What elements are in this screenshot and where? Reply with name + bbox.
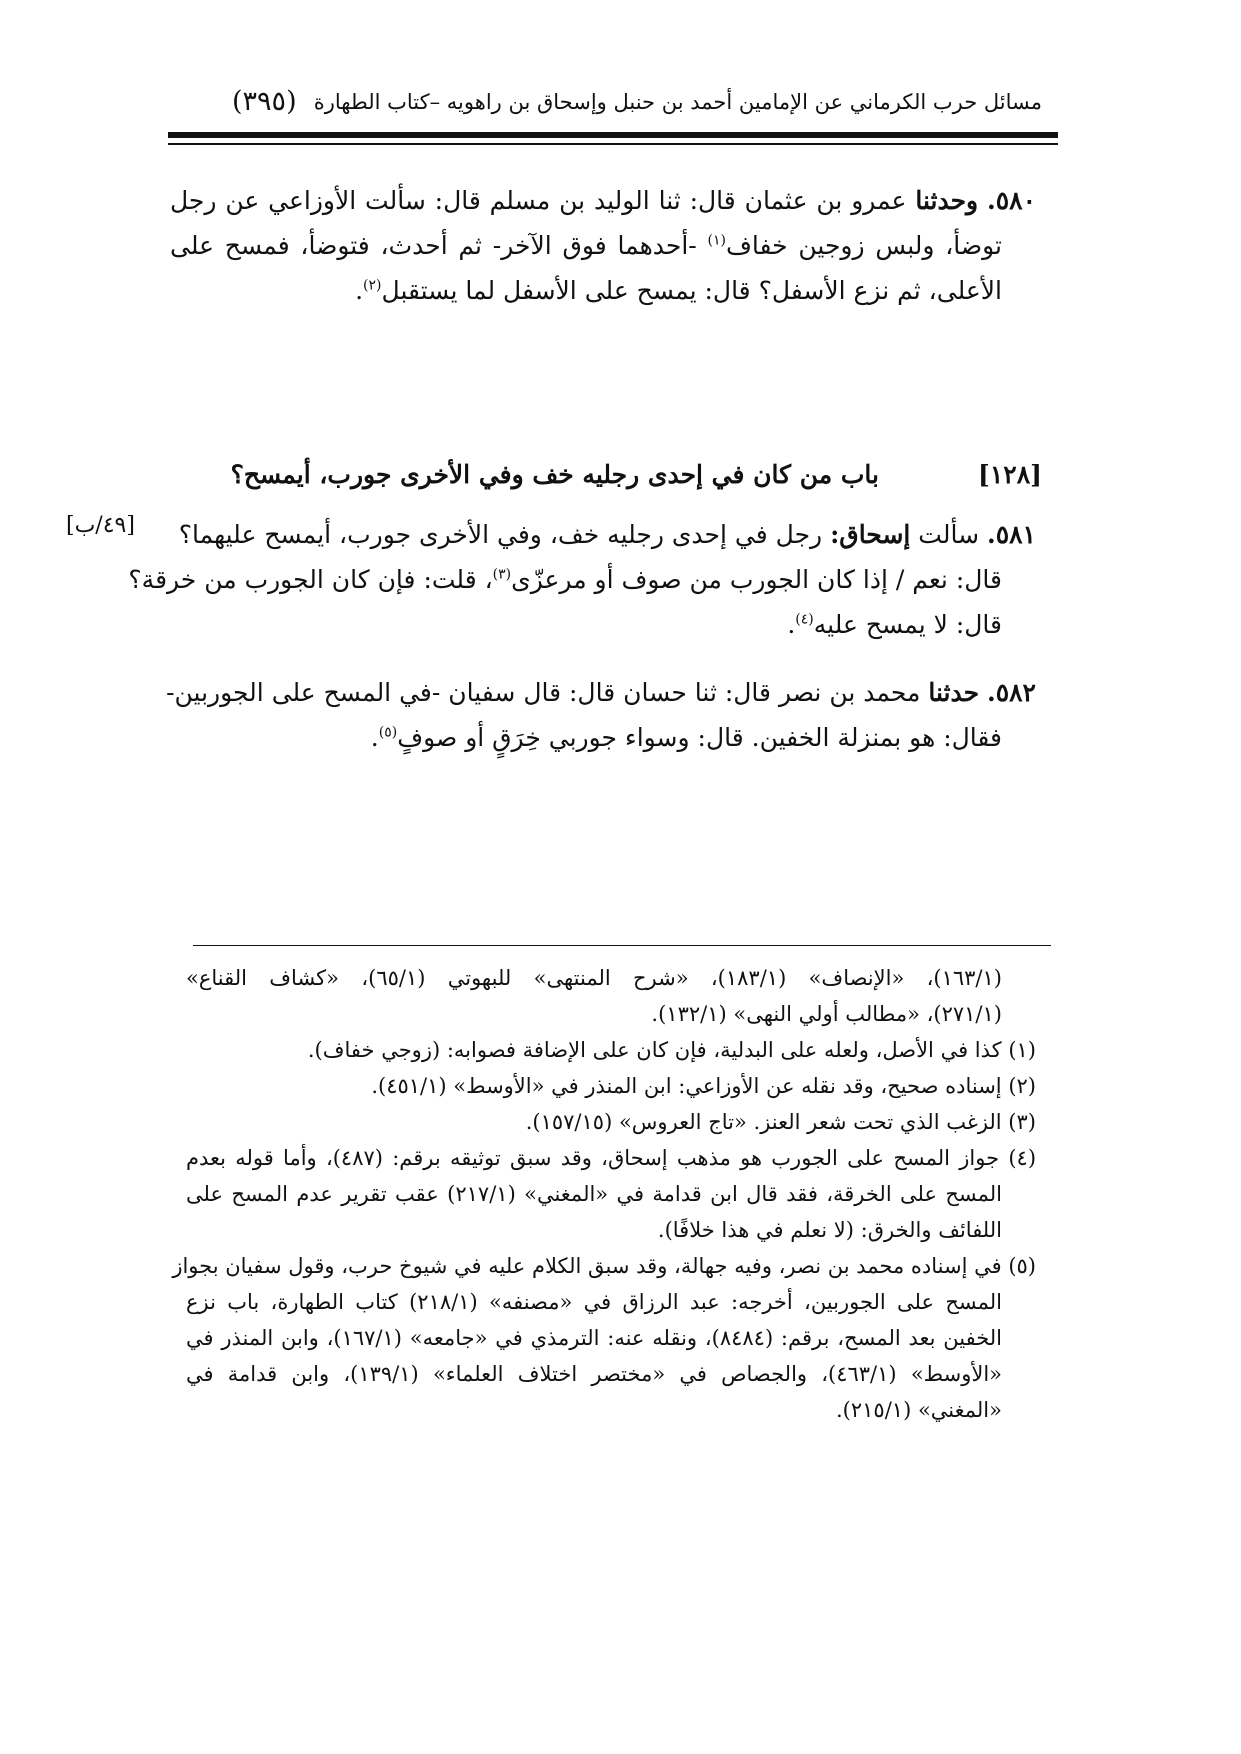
footnote-5-cont: المسح على الجوربين، أخرجه: عبد الرزاق في «مصنفه» (٢١٨/١) كتاب الطهارة، باب نزع bbox=[186, 1290, 1002, 1314]
chapter-title: باب من كان في إحدى رجليه خف وفي الأخرى جورب، أيمسح؟ bbox=[230, 460, 879, 489]
entry-581-line-1 bbox=[170, 512, 1036, 557]
entry-text: -أحدهما فوق الآخر- ثم أحدث، فتوضأ، فمسح على bbox=[170, 231, 708, 260]
entry-text: . bbox=[370, 723, 379, 752]
footnote-marker: (٥) bbox=[378, 724, 398, 741]
entry-581-line-3 bbox=[170, 602, 1036, 647]
entry-text: ، قلت: فإن كان الجورب من خرقة؟ bbox=[128, 565, 493, 594]
entry-text: توضأ، ولبس زوجين خفاف bbox=[725, 231, 1002, 260]
manuscript-folio-ref: [٤٩/ب] bbox=[66, 513, 135, 538]
footnote-marker: (٤) bbox=[795, 611, 814, 628]
footnote-separator bbox=[193, 945, 1051, 946]
entry-text: عمرو بن عثمان قال: ثنا الوليد بن مسلم قال: سألت الأوزاعي عن رجل bbox=[170, 186, 907, 215]
footnote-continuation: (٢٧١/١)، «مطالب أولي النهى» (١٣٢/١). bbox=[651, 1002, 1002, 1026]
entry-text: محمد بن نصر قال: ثنا حسان قال: قال سفيان -في المسح على الجوربين- bbox=[166, 678, 921, 707]
running-title: مسائل حرب الكرماني عن الإمامين أحمد بن حنبل وإسحاق بن راهويه –كتاب الطهارة bbox=[313, 90, 1042, 114]
entry-text: قال: لا يمسح عليه bbox=[813, 610, 1002, 639]
page-number: (٣٩٥) bbox=[232, 86, 297, 117]
chapter-heading bbox=[220, 460, 1042, 504]
entry-keyword: حدثنا bbox=[928, 678, 980, 707]
footnote-1: (١) كذا في الأصل، ولعله على البدلية، فإن كان على الإضافة فصوابه: (زوجي خفاف). bbox=[307, 1038, 1036, 1062]
entry-number: ٥٨١. bbox=[986, 520, 1036, 549]
footnote-4-cont: اللفائف والخرق: (لا نعلم في هذا خلافًا). bbox=[657, 1218, 1002, 1242]
entry-582-line-1 bbox=[166, 670, 1036, 715]
footnote-continuation: (١٦٣/١)، «الإنصاف» (١٨٣/١)، «شرح المنتهى» للبهوتي (٦٥/١)، «كشاف القناع» bbox=[186, 966, 1002, 990]
entry-text: فقال: هو بمنزلة الخفين. قال: وسواء جوربي خِرَقٍ أو صوفٍ bbox=[397, 723, 1002, 752]
footnote-5-cont: الخفين بعد المسح، برقم: (٨٤٨٤)، ونقله عنه: الترمذي في «جامعه» (١٦٧/١)، وابن المنذر في bbox=[186, 1326, 1002, 1350]
header-rule-thin bbox=[168, 143, 1058, 145]
footnote-2: (٢) إسناده صحيح، وقد نقله عن الأوزاعي: ابن المنذر في «الأوسط» (٤٥١/١). bbox=[371, 1074, 1036, 1098]
entry-text: قال: نعم / إذا كان الجورب من صوف أو مرعزّى bbox=[511, 565, 1002, 594]
entry-581-line-2 bbox=[128, 557, 1036, 602]
entry-text: . bbox=[787, 610, 796, 639]
entry-number: ٥٨٠. bbox=[987, 186, 1037, 215]
footnote-4-cont: المسح على الخرقة، فقد قال ابن قدامة في «المغني» (٢١٧/١) عقب تقرير عدم المسح على bbox=[186, 1182, 1002, 1206]
entry-582-line-2 bbox=[170, 715, 1036, 760]
entry-582 bbox=[166, 670, 1036, 760]
entry-keyword: إسحاق: bbox=[830, 520, 911, 549]
entry-581 bbox=[128, 512, 1036, 647]
footnote-marker: (٣) bbox=[492, 566, 512, 583]
entry-text: . bbox=[355, 276, 364, 305]
footnote-5-cont: «الأوسط» (٤٦٣/١)، والجصاص في «مختصر اختلاف العلماء» (١٣٩/١)، وابن قدامة في bbox=[186, 1362, 1002, 1386]
chapter-number: [١٢٨] bbox=[978, 460, 1042, 489]
entry-number: ٥٨٢. bbox=[986, 678, 1036, 707]
entry-580 bbox=[170, 178, 1036, 313]
page-header bbox=[232, 86, 1042, 132]
footnote-4: (٤) جواز المسح على الجورب هو مذهب إسحاق، وقد سبق توثيقه برقم: (٤٨٧)، وأما قوله بعدم bbox=[186, 1146, 1037, 1170]
footnote-5: (٥) في إسناده محمد بن نصر، وفيه جهالة، وقد سبق الكلام عليه في شيوخ حرب، وقول سفيان بجواز bbox=[172, 1254, 1036, 1278]
footnote-5-cont: «المغني» (٢١٥/١). bbox=[836, 1398, 1002, 1422]
footnotes bbox=[172, 960, 1037, 1428]
header-rule-thick bbox=[168, 132, 1058, 138]
footnote-marker: (١) bbox=[707, 232, 726, 249]
entry-text: الأعلى، ثم نزع الأسفل؟ قال: يمسح على الأسفل لما يستقبل bbox=[381, 276, 1002, 305]
footnote-3: (٣) الزغب الذي تحت شعر العنز. «تاج العروس» (١٥٧/١٥). bbox=[525, 1110, 1036, 1134]
footnote-marker: (٢) bbox=[363, 277, 382, 294]
entry-text: سألت bbox=[918, 520, 980, 549]
entry-580-line-3 bbox=[170, 268, 1036, 313]
entry-580-line-1 bbox=[170, 178, 1036, 223]
entry-580-line-2 bbox=[170, 223, 1036, 268]
entry-keyword: وحدثنا bbox=[915, 186, 979, 215]
entry-text: رجل في إحدى رجليه خف، وفي الأخرى جورب، أيمسح عليهما؟ bbox=[178, 520, 823, 549]
